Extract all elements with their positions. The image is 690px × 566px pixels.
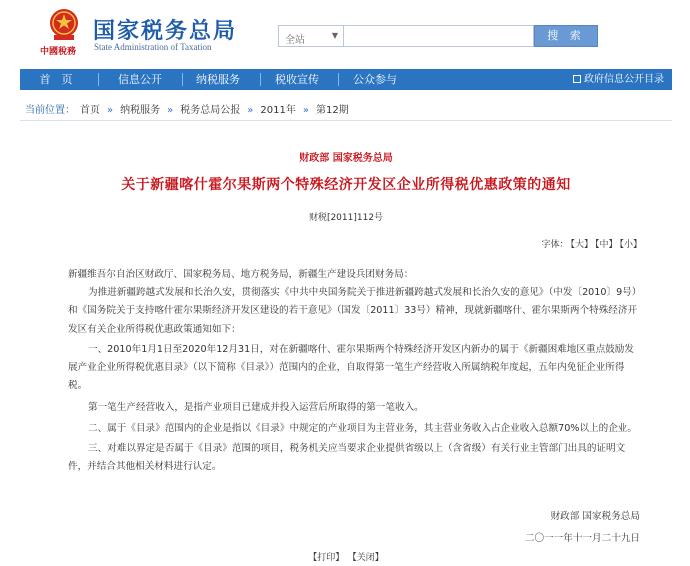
article-date: 二〇一一年十一月二十九日 [524,533,640,544]
site-title[interactable]: 国家税务总局 [93,18,238,44]
article-title: 关于新疆喀什霍尔果斯两个特殊经济开发区企业所得税优惠政策的通知 [121,177,571,193]
article-paragraph: 三、对难以界定是否属于《目录》范围的项目，税务机关应当要求企业提供省级以上（含省级）有关行业主管部门出具的证明文件，并结合其他相关材料进行认定。 [68,442,626,473]
nav-item-tax-service[interactable]: 纳税服务 [196,73,240,86]
nav-divider [98,73,99,86]
close-link[interactable]: 【关闭】 [352,553,384,563]
nav-item-info-disclosure[interactable]: 信息公开 [118,73,162,86]
breadcrumb [20,93,672,121]
breadcrumb-item-home[interactable]: 首页 [80,105,100,116]
breadcrumb-item-tax-service[interactable]: 纳税服务 [120,105,161,116]
nav-item-public-participation[interactable]: 公众参与 [353,73,397,86]
article-paragraph: 为推进新疆跨越式发展和长治久安，贯彻落实《中共中央国务院关于推进新疆跨越式发展和长治久安的意见》（中发〔2010〕9号）和《国务院关于支持喀什霍尔果斯经济开发区建设的若干意见》（国发〔2011〕33号）精神，现就新疆喀什、霍尔果斯两个特殊经济开发区有关企业所得税优惠政策通知如下： [68,287,638,335]
nav-item-tax-publicity[interactable]: 税收宣传 [275,73,319,86]
font-size-small[interactable]: 【小】 [619,240,642,250]
article-paragraph: 第一笔生产经营收入，是指产业项目已建成并投入运营后所取得的第一笔收入。 [88,402,424,414]
breadcrumb-item-bulletin[interactable]: 税务总局公报 [180,105,241,116]
article-signature: 财政部 国家税务总局 [550,511,640,522]
article-paragraph: 二、属于《目录》范围内的企业是指以《目录》中规定的产业项目为主营业务，其主营业务收入占企业收入总额70%以上的企业。 [88,422,637,434]
breadcrumb-item-issue[interactable]: 第12期 [315,105,349,116]
article-actions [20,550,672,563]
search-input[interactable] [344,25,534,47]
breadcrumb-arrow-icon: » [247,105,254,116]
gov-info-directory-label: 政府信息公开目录 [584,74,664,85]
article-paragraph: 新疆维吾尔自治区财政厅、国家税务局、地方税务局，新疆生产建设兵团财务局： [68,269,414,280]
main-nav [20,69,672,90]
site-header [0,0,690,66]
site-subtitle: State Administration of Taxation [94,42,212,52]
breadcrumb-arrow-icon: » [107,105,114,116]
article-signature-block [525,507,640,549]
chevron-down-icon: ▼ [331,31,338,40]
document-icon [573,75,581,83]
emblem-caption: 中國稅務 [40,47,77,57]
document-number: 财税[2011]112号 [308,213,384,223]
search-button[interactable]: 搜 索 [534,25,598,47]
breadcrumb-path [80,101,349,116]
gov-info-directory-link[interactable] [573,69,664,90]
print-link[interactable]: 【打印】 [308,553,345,563]
search-scope-value: 全站 [285,35,305,46]
font-size-label: 字体： [541,240,569,250]
article-body [68,266,638,476]
font-size-switcher [539,237,642,250]
font-size-medium[interactable]: 【中】 [594,240,618,250]
breadcrumb-arrow-icon: » [302,105,309,116]
national-emblem-icon [45,8,83,42]
article-issuer: 财政部 国家税务总局 [299,153,393,164]
breadcrumb-arrow-icon: » [167,105,174,116]
article-paragraph: 一、2010年1月1日至2020年12月31日，对在新疆喀什、霍尔果斯两个特殊经济开发区内新办的属于《新疆困难地区重点鼓励发展产业企业所得税优惠目录》（以下简称《目录》）范围内的企业，自取得第一笔生产经营收入所属纳税年度起，五年内免征企业所得税。 [68,343,634,392]
search-bar [278,25,598,47]
search-scope-select[interactable] [278,25,344,47]
nav-item-home[interactable]: 首 页 [39,73,73,86]
font-size-large[interactable]: 【大】 [570,240,593,250]
breadcrumb-label: 当前位置： [25,105,75,116]
article [20,122,672,566]
breadcrumb-item-year[interactable]: 2011年 [260,105,296,116]
